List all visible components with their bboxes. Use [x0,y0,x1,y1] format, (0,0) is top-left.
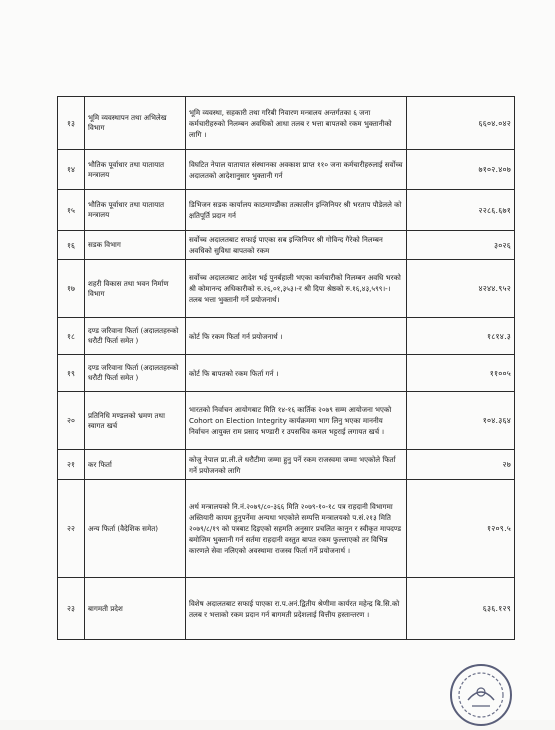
row-description: सर्वोच्च अदालतबाट सफाई पाएका सब इन्जिनियर श्री गोविन्द गैरेको निलम्बन अवधिको सुविधा बापतको रकम [186,231,407,260]
row-amount: ३०२६ [407,231,515,260]
row-description: विघटित नेपाल यातायात संस्थानका अवकाश प्राप्त ११० जना कर्मचारीहरुलाई सर्वोच्च अदालतको आदेशानुसार भुक्तानी गर्न [186,150,407,190]
row-amount: ४२४४.९५२ [407,260,515,318]
row-number: २२ [58,480,85,578]
row-number: १४ [58,150,85,190]
budget-head: सडक विभाग [85,231,186,260]
row-amount: २२८६.६७१ [407,190,515,231]
table-row [58,97,515,150]
budget-head: बागमती प्रदेश [85,578,186,640]
row-number: २३ [58,578,85,640]
budget-head: अन्य फिर्ता (वैदेशिक समेत) [85,480,186,578]
row-number: १६ [58,231,85,260]
budget-table [57,96,515,640]
row-description: कोर्ट फि रकम फिर्ता गर्न प्रयोजनार्थ । [186,318,407,355]
row-description: भूमि व्यवस्था, सहकारी तथा गरिबी निवारण मन्त्रालय अन्तर्गतका ६ जना कर्मचारीहरुको निलम्बन अवधिको आधा तलब र भत्ता बापतको रकम भुक्तानीको लागि । [186,97,407,150]
budget-head: भौतिक पूर्वाधार तथा यातायात मन्त्रालय [85,150,186,190]
budget-head: दण्ड जरिवाना फिर्ता (अदालतहरुको धरौटी फिर्ता समेत ) [85,355,186,392]
row-description: कोर्ट फि बापतको रकम फिर्ता गर्न । [186,355,407,392]
row-amount: १०४.३६४ [407,392,515,450]
row-description: विशेष अदालतबाट सफाई पाएका रा.प.अनं.द्वितीय श्रेणीमा कार्यरत महेन्द्र बि.सि.को तलब र भत्ताको रकम प्रदान गर्न बागमती प्रदेशलाई वित्तीय हस्तान्तरण । [186,578,407,640]
row-amount: ६६०४.०४२ [407,97,515,150]
row-description: डिभिजन सडक कार्यालय काठमाण्डौंका तत्कालीन इन्जिनियर श्री भरताप पौडेलले को क्षतिपूर्ति प्रदान गर्न [186,190,407,231]
row-number: १८ [58,318,85,355]
table-row [58,578,515,640]
row-number: १३ [58,97,85,150]
budget-head: दण्ड जरिवाना फिर्ता (अदालतहरुको धरौटी फिर्ता समेत ) [85,318,186,355]
row-description: सर्वोच्च अदालतबाट आदेश भई पुनर्बहाली भएका कर्मचारीको निलम्बन अवधि भरको श्री कोमानन्द अधिकारीको रु.२६,०१,३५३।-र श्री दिपा श्रेष्ठको रु.१६,४३,५९९।-। तलब भत्ता भुक्तानी गर्ने प्रयोजनार्थ। [186,260,407,318]
budget-head: कर फिर्ता [85,450,186,480]
row-number: २१ [58,450,85,480]
budget-head: शहरी विकास तथा भवन निर्माण विभाग [85,260,186,318]
table-row [58,392,515,450]
row-number: १९ [58,355,85,392]
row-description: अर्थ मन्त्रालयको नि.नं.२०७९/८०-३६६ मिति २०७९-१०-१८ पत्र राहदानी विभागमा अस्तियारी कायम हुनुपर्नेमा अन्यथा भएकोले सम्पत्ति मन्त्रालयको प.सं.२१३ मिति २०७९/८/१९ को पत्रबाट दिइएको सहमति अनुसार प्रचलित कानुन र स्वीकृत मापदण्ड बमोजिम भुक्तानी गर्न सर्तमा राहदानी वस्तुत बापत रकम फुल्लाएको तर विभिन्न कारणले सेवा नलिएको अवस्थामा राजस्व फिर्ता गर्ने प्रयोजनार्थ । [186,480,407,578]
row-amount: १२०९.५ [407,480,515,578]
budget-head: भूमि व्यवस्थापन तथा अभिलेख विभाग [85,97,186,150]
table-row [58,190,515,231]
row-number: १७ [58,260,85,318]
table-row [58,480,515,578]
row-amount: २७ [407,450,515,480]
row-description: कोजु नेपाल प्रा.ली.ले धरौटीमा जम्मा हुनु पर्ने रकम राजस्वमा जम्मा भएकोले फिर्ता गर्ने प्रयोजनको लागि [186,450,407,480]
row-description: भारतको निर्वाचन आयोगबाट मिति १४-१६ कार्तिक २०७९ सम्म आयोजना भएको Cohort on Election Integrity कार्यक्रममा भाग लिनु भएका माननीय निर्वाचन आयुक्त राम प्रसाद भण्डारी र उपसचिव कमल भट्टराई लगायत खर्च । [186,392,407,450]
table-row [58,318,515,355]
table-row [58,450,515,480]
table-row [58,260,515,318]
row-amount: ७१०२.४०७ [407,150,515,190]
table-row [58,150,515,190]
row-number: १५ [58,190,85,231]
table-row [58,355,515,392]
table-row [58,231,515,260]
row-amount: ११००५ [407,355,515,392]
row-number: २० [58,392,85,450]
row-amount: ६३६.१२९ [407,578,515,640]
budget-head: प्रतिनिधि मण्डलको भ्रमण तथा स्वागत खर्च [85,392,186,450]
budget-head: भौतिक पूर्वाधार तथा यातायात मन्त्रालय [85,190,186,231]
row-amount: १८१४.३ [407,318,515,355]
